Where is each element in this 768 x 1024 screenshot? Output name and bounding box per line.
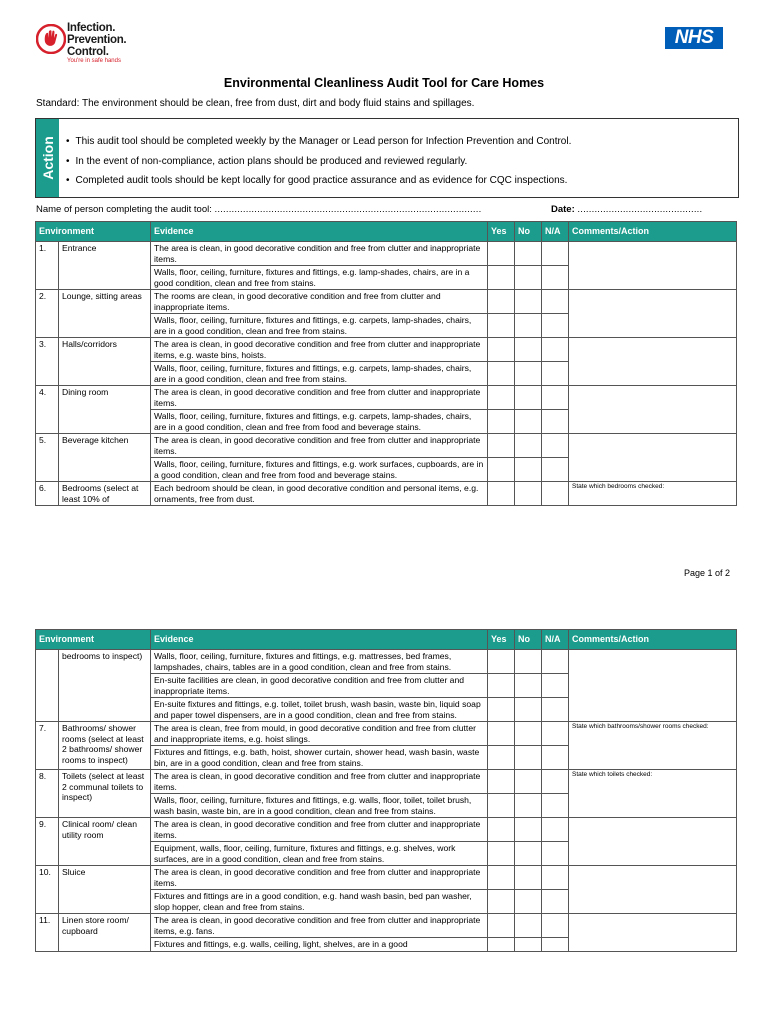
- na-cell[interactable]: [542, 698, 569, 722]
- evidence-text: Walls, floor, ceiling, furniture, fixtures and fittings, e.g. carpets, lamp-shades, chairs, are in a good condition, clean and free from stains.: [151, 362, 488, 386]
- no-cell[interactable]: [515, 818, 542, 842]
- action-list: [66, 132, 571, 191]
- yes-cell[interactable]: [488, 770, 515, 794]
- date-dots: ............................................: [577, 204, 703, 215]
- evidence-text: The area is clean, in good decorative condition and free from clutter and inappropriate items.: [151, 866, 488, 890]
- table-row: [36, 242, 737, 266]
- standard-statement: Standard: The environment should be clean, free from dust, dirt and body fluid stains and spillages.: [36, 98, 475, 109]
- action-box: [35, 118, 739, 198]
- table-row: [36, 722, 737, 746]
- header-evidence: Evidence: [151, 630, 488, 650]
- evidence-text: En-suite facilities are clean, in good decorative condition and free from clutter and inappropriate items.: [151, 674, 488, 698]
- no-cell[interactable]: [515, 410, 542, 434]
- comments-cell[interactable]: [569, 482, 737, 506]
- yes-cell[interactable]: [488, 746, 515, 770]
- environment-name: Dining room: [59, 386, 151, 434]
- item-number: [36, 650, 59, 722]
- item-number: 7.: [36, 722, 59, 770]
- nhs-logo: NHS: [665, 27, 723, 49]
- evidence-text: Walls, floor, ceiling, furniture, fixtures and fittings, e.g. work surfaces, cupboards, are in a good condition, clean and free from food and beverage stains.: [151, 458, 488, 482]
- yes-cell[interactable]: [488, 314, 515, 338]
- action-item: • Completed audit tools should be kept locally for good practice assurance and as evidence for CQC inspections.: [66, 171, 571, 191]
- yes-cell[interactable]: [488, 818, 515, 842]
- comments-note: State which bathrooms/shower rooms checked:: [572, 723, 709, 730]
- environment-name: Clinical room/ clean utility room: [59, 818, 151, 866]
- item-number: 10.: [36, 866, 59, 914]
- name-field[interactable]: [36, 204, 481, 215]
- environment-name: Linen store room/ cupboard: [59, 914, 151, 952]
- item-number: 4.: [36, 386, 59, 434]
- date-field[interactable]: [551, 204, 702, 215]
- logo-line-1: Infection.: [67, 22, 116, 34]
- yes-cell[interactable]: [488, 650, 515, 674]
- logo-line-3: Control.: [67, 46, 109, 58]
- action-tab: [36, 119, 59, 197]
- no-cell[interactable]: [515, 938, 542, 952]
- logo-wordmark: [67, 22, 126, 58]
- no-cell[interactable]: [515, 482, 542, 506]
- document-title: Environmental Cleanliness Audit Tool for Care Homes: [223, 76, 545, 90]
- item-number: 5.: [36, 434, 59, 482]
- yes-cell[interactable]: [488, 290, 515, 314]
- evidence-text: En-suite fixtures and fittings, e.g. toilet, toilet brush, wash basin, waste bin, liquid soap and paper towel dispensers, are in a good condition, clean and free from stains.: [151, 698, 488, 722]
- yes-cell[interactable]: [488, 434, 515, 458]
- yes-cell[interactable]: [488, 866, 515, 890]
- evidence-text: Fixtures and fittings are in a good condition, e.g. hand wash basin, bed pan washer, slop hopper, clean and free from stains.: [151, 890, 488, 914]
- evidence-text: The area is clean, in good decorative condition and free from clutter and inappropriate items, e.g. waste bins, hoists.: [151, 338, 488, 362]
- logo-tagline: You're in safe hands: [67, 58, 121, 64]
- no-cell[interactable]: [515, 458, 542, 482]
- evidence-text: The area is clean, in good decorative condition and free from clutter and inappropriate items, e.g. fans.: [151, 914, 488, 938]
- header-comments: Comments/Action: [569, 630, 737, 650]
- yes-cell[interactable]: [488, 410, 515, 434]
- evidence-text: The area is clean, in good decorative condition and free from clutter and inappropriate items.: [151, 242, 488, 266]
- table-row: [36, 434, 737, 458]
- evidence-text: The area is clean, in good decorative condition and free from clutter and inappropriate items.: [151, 770, 488, 794]
- ipc-logo: [36, 22, 146, 68]
- no-cell[interactable]: [515, 266, 542, 290]
- na-cell[interactable]: [542, 914, 569, 938]
- yes-cell[interactable]: [488, 674, 515, 698]
- header-evidence: Evidence: [151, 222, 488, 242]
- page-number: Page 1 of 2: [684, 568, 731, 578]
- evidence-text: Each bedroom should be clean, in good decorative condition and personal items, e.g. ornaments, free from dust.: [151, 482, 488, 506]
- item-number: 6.: [36, 482, 59, 506]
- header-yes: Yes: [488, 630, 515, 650]
- na-cell[interactable]: [542, 746, 569, 770]
- comments-cell[interactable]: [569, 866, 737, 914]
- yes-cell[interactable]: [488, 914, 515, 938]
- table-row: [36, 866, 737, 890]
- item-number: 8.: [36, 770, 59, 818]
- evidence-text: The area is clean, free from mould, in good decorative condition and free from clutter and inappropriate items, e.g. hoist slings.: [151, 722, 488, 746]
- environment-name: Bedrooms (select at least 10% of: [59, 482, 151, 506]
- item-number: 3.: [36, 338, 59, 386]
- environment-name: bedrooms to inspect): [59, 650, 151, 722]
- na-cell[interactable]: [542, 650, 569, 674]
- yes-cell[interactable]: [488, 386, 515, 410]
- table-row: [36, 818, 737, 842]
- no-cell[interactable]: [515, 674, 542, 698]
- table-row: [36, 650, 737, 674]
- comments-cell[interactable]: [569, 290, 737, 338]
- evidence-text: Walls, floor, ceiling, furniture, fixtures and fittings, e.g. mattresses, bed frames, lampshades, chairs, tables are in a good condition, clean and free from stains.: [151, 650, 488, 674]
- comments-cell[interactable]: [569, 770, 737, 818]
- no-cell[interactable]: [515, 650, 542, 674]
- table-row: [36, 290, 737, 314]
- na-cell[interactable]: [542, 866, 569, 890]
- table-row: [36, 914, 737, 938]
- na-cell[interactable]: [542, 842, 569, 866]
- yes-cell[interactable]: [488, 842, 515, 866]
- na-cell[interactable]: [542, 362, 569, 386]
- evidence-text: Walls, floor, ceiling, furniture, fixtures and fittings, e.g. carpets, lamp-shades, chairs, are in a good condition, clean and free from food and beverage stains.: [151, 410, 488, 434]
- header-comments: Comments/Action: [569, 222, 737, 242]
- no-cell[interactable]: [515, 722, 542, 746]
- na-cell[interactable]: [542, 242, 569, 266]
- evidence-text: Fixtures and fittings, e.g. bath, hoist, shower curtain, shower head, wash basin, waste bin, are in a good condition, clean and free from stains.: [151, 746, 488, 770]
- no-cell[interactable]: [515, 866, 542, 890]
- na-cell[interactable]: [542, 290, 569, 314]
- no-cell[interactable]: [515, 842, 542, 866]
- comments-cell[interactable]: [569, 914, 737, 952]
- yes-cell[interactable]: [488, 890, 515, 914]
- comments-cell[interactable]: [569, 722, 737, 770]
- na-cell[interactable]: [542, 482, 569, 506]
- environment-name: Lounge, sitting areas: [59, 290, 151, 338]
- evidence-text: The area is clean, in good decorative condition and free from clutter and inappropriate items.: [151, 386, 488, 410]
- header-yes: Yes: [488, 222, 515, 242]
- comments-note: State which bedrooms checked:: [572, 483, 665, 490]
- environment-name: Entrance: [59, 242, 151, 290]
- no-cell[interactable]: [515, 434, 542, 458]
- environment-name: Halls/corridors: [59, 338, 151, 386]
- yes-cell[interactable]: [488, 722, 515, 746]
- na-cell[interactable]: [542, 770, 569, 794]
- yes-cell[interactable]: [488, 482, 515, 506]
- header-no: No: [515, 222, 542, 242]
- evidence-text: The rooms are clean, in good decorative condition and free from clutter and inappropriate items.: [151, 290, 488, 314]
- action-item: • This audit tool should be completed weekly by the Manager or Lead person for Infection Prevention and Control.: [66, 132, 571, 152]
- environment-name: Beverage kitchen: [59, 434, 151, 482]
- evidence-text: Walls, floor, ceiling, furniture, fixtures and fittings, e.g. walls, floor, toilet, toilet brush, wash basin, waste bin, are in a good condition, clean and free from stains.: [151, 794, 488, 818]
- na-cell[interactable]: [542, 794, 569, 818]
- item-number: 9.: [36, 818, 59, 866]
- hand-heart-icon: [36, 24, 66, 54]
- yes-cell[interactable]: [488, 938, 515, 952]
- comments-cell[interactable]: [569, 338, 737, 386]
- evidence-text: The area is clean, in good decorative condition and free from clutter and inappropriate items.: [151, 434, 488, 458]
- audit-table-page-1: [35, 221, 737, 506]
- no-cell[interactable]: [515, 362, 542, 386]
- evidence-text: Walls, floor, ceiling, furniture, fixtures and fittings, e.g. lamp-shades, chairs, are in a good condition, clean and free from stains.: [151, 266, 488, 290]
- item-number: 11.: [36, 914, 59, 952]
- comments-cell[interactable]: [569, 434, 737, 482]
- header-na: N/A: [542, 630, 569, 650]
- name-dots: ..............................................................................................: [214, 204, 482, 215]
- comments-cell[interactable]: [569, 242, 737, 290]
- no-cell[interactable]: [515, 338, 542, 362]
- na-cell[interactable]: [542, 938, 569, 952]
- action-tab-label: Action: [39, 136, 56, 180]
- evidence-text: Fixtures and fittings, e.g. walls, ceiling, light, shelves, are in a good: [151, 938, 488, 952]
- date-label: Date:: [551, 204, 575, 215]
- comments-cell[interactable]: [569, 386, 737, 434]
- evidence-text: Equipment, walls, floor, ceiling, furniture, fixtures and fittings, e.g. shelves, work surfaces, are in a good condition, clean and free from stains.: [151, 842, 488, 866]
- no-cell[interactable]: [515, 242, 542, 266]
- yes-cell[interactable]: [488, 458, 515, 482]
- audit-table-page-2: [35, 629, 737, 952]
- comments-note: State which toilets checked:: [572, 771, 653, 778]
- yes-cell[interactable]: [488, 698, 515, 722]
- no-cell[interactable]: [515, 914, 542, 938]
- comments-cell[interactable]: [569, 650, 737, 722]
- yes-cell[interactable]: [488, 794, 515, 818]
- yes-cell[interactable]: [488, 242, 515, 266]
- evidence-text: Walls, floor, ceiling, furniture, fixtures and fittings, e.g. carpets, lamp-shades, chairs, are in a good condition, clean and free from stains.: [151, 314, 488, 338]
- item-number: 2.: [36, 290, 59, 338]
- na-cell[interactable]: [542, 314, 569, 338]
- environment-name: Toilets (select at least 2 communal toilets to inspect): [59, 770, 151, 818]
- na-cell[interactable]: [542, 818, 569, 842]
- na-cell[interactable]: [542, 434, 569, 458]
- no-cell[interactable]: [515, 794, 542, 818]
- table-row: [36, 338, 737, 362]
- no-cell[interactable]: [515, 890, 542, 914]
- na-cell[interactable]: [542, 338, 569, 362]
- table-row: [36, 770, 737, 794]
- item-number: 1.: [36, 242, 59, 290]
- na-cell[interactable]: [542, 266, 569, 290]
- na-cell[interactable]: [542, 722, 569, 746]
- page-2: [0, 618, 768, 1024]
- evidence-text: The area is clean, in good decorative condition and free from clutter and inappropriate items.: [151, 818, 488, 842]
- header-environment: Environment: [36, 630, 151, 650]
- no-cell[interactable]: [515, 770, 542, 794]
- na-cell[interactable]: [542, 458, 569, 482]
- no-cell[interactable]: [515, 746, 542, 770]
- yes-cell[interactable]: [488, 362, 515, 386]
- header-environment: Environment: [36, 222, 151, 242]
- no-cell[interactable]: [515, 290, 542, 314]
- yes-cell[interactable]: [488, 266, 515, 290]
- na-cell[interactable]: [542, 674, 569, 698]
- header-na: N/A: [542, 222, 569, 242]
- na-cell[interactable]: [542, 410, 569, 434]
- name-label: Name of person completing the audit tool:: [36, 204, 212, 215]
- no-cell[interactable]: [515, 698, 542, 722]
- environment-name: Sluice: [59, 866, 151, 914]
- yes-cell[interactable]: [488, 338, 515, 362]
- na-cell[interactable]: [542, 386, 569, 410]
- header-no: No: [515, 630, 542, 650]
- na-cell[interactable]: [542, 890, 569, 914]
- table-row: [36, 386, 737, 410]
- comments-cell[interactable]: [569, 818, 737, 866]
- no-cell[interactable]: [515, 386, 542, 410]
- no-cell[interactable]: [515, 314, 542, 338]
- table-row: [36, 482, 737, 506]
- environment-name: Bathrooms/ shower rooms (select at least 2 bathrooms/ shower rooms to inspect): [59, 722, 151, 770]
- action-item: • In the event of non-compliance, action plans should be produced and reviewed regularly.: [66, 152, 571, 172]
- logo-line-2: Prevention.: [67, 34, 127, 46]
